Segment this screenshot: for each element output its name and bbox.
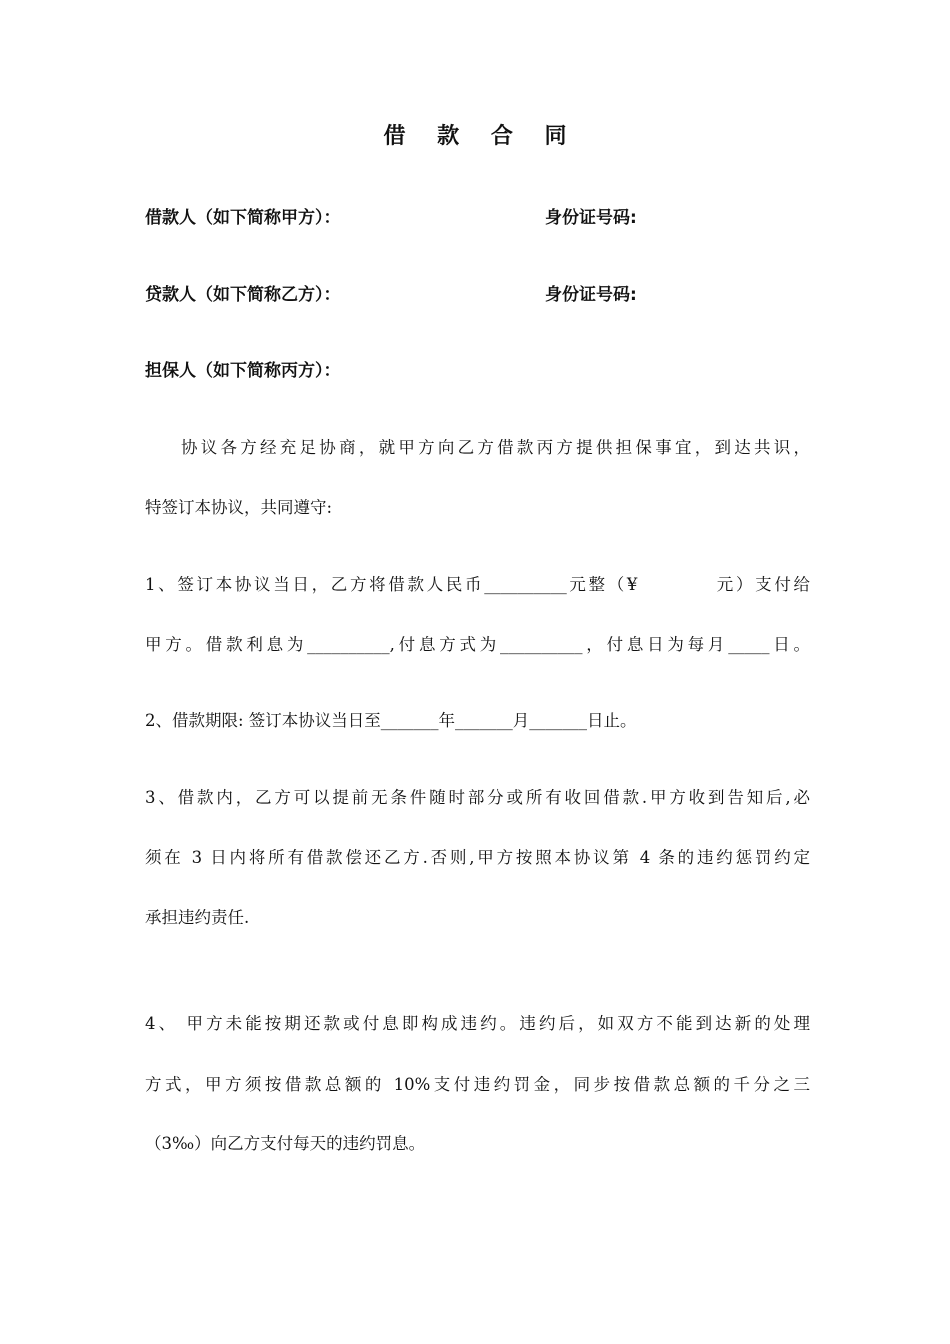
clause-4-line-3: （3‰）向乙方支付每天的违约罚息。: [145, 1134, 426, 1153]
lender-label: 贷款人（如下简称乙方）：: [145, 285, 341, 305]
clause-1-line-1: 1、签订本协议当日，乙方将借款人民币__________元整（¥ 元）支付给: [145, 575, 810, 594]
borrower-row: [145, 203, 845, 233]
clause-3-line-1: 3、借款内，乙方可以提前无条件随时部分或所有收回借款.甲方收到告知后,必: [145, 788, 810, 807]
clause-4-line-1: 4、 甲方未能按期还款或付息即构成违约。违约后，如双方不能到达新的处理: [145, 1014, 810, 1033]
clause-2-line-1: 2、借款期限: 签订本协议当日至_______年_______月_______日止。: [145, 711, 637, 730]
clause-4-line-2: 方式，甲方须按借款总额的 10%支付违约罚金，同步按借款总额的千分之三: [145, 1075, 810, 1094]
contract-title: 借 款 合 同: [383, 124, 579, 149]
lender-row: [145, 280, 845, 310]
guarantor-label: 担保人（如下简称丙方）：: [145, 361, 341, 381]
clause-3-line-2: 须在 3 日内将所有借款偿还乙方.否则,甲方按照本协议第 4 条的违约惩罚约定: [145, 848, 810, 867]
guarantor-row: [145, 356, 845, 386]
intro-line-2: 特签订本协议，共同遵守:: [145, 498, 333, 517]
clause-3-line-3: 承担违约责任.: [145, 908, 250, 927]
borrower-label: 借款人（如下简称甲方）：: [145, 208, 341, 228]
clause-1-line-2: 甲方。借款利息为__________,付息方式为__________，付息日为每月_____日。: [145, 635, 810, 654]
lender-id-label: 身份证号码:: [545, 285, 637, 305]
intro-line-1: 协议各方经充足协商，就甲方向乙方借款丙方提供担保事宜，到达共识，: [181, 438, 810, 457]
borrower-id-label: 身份证号码:: [545, 208, 637, 228]
